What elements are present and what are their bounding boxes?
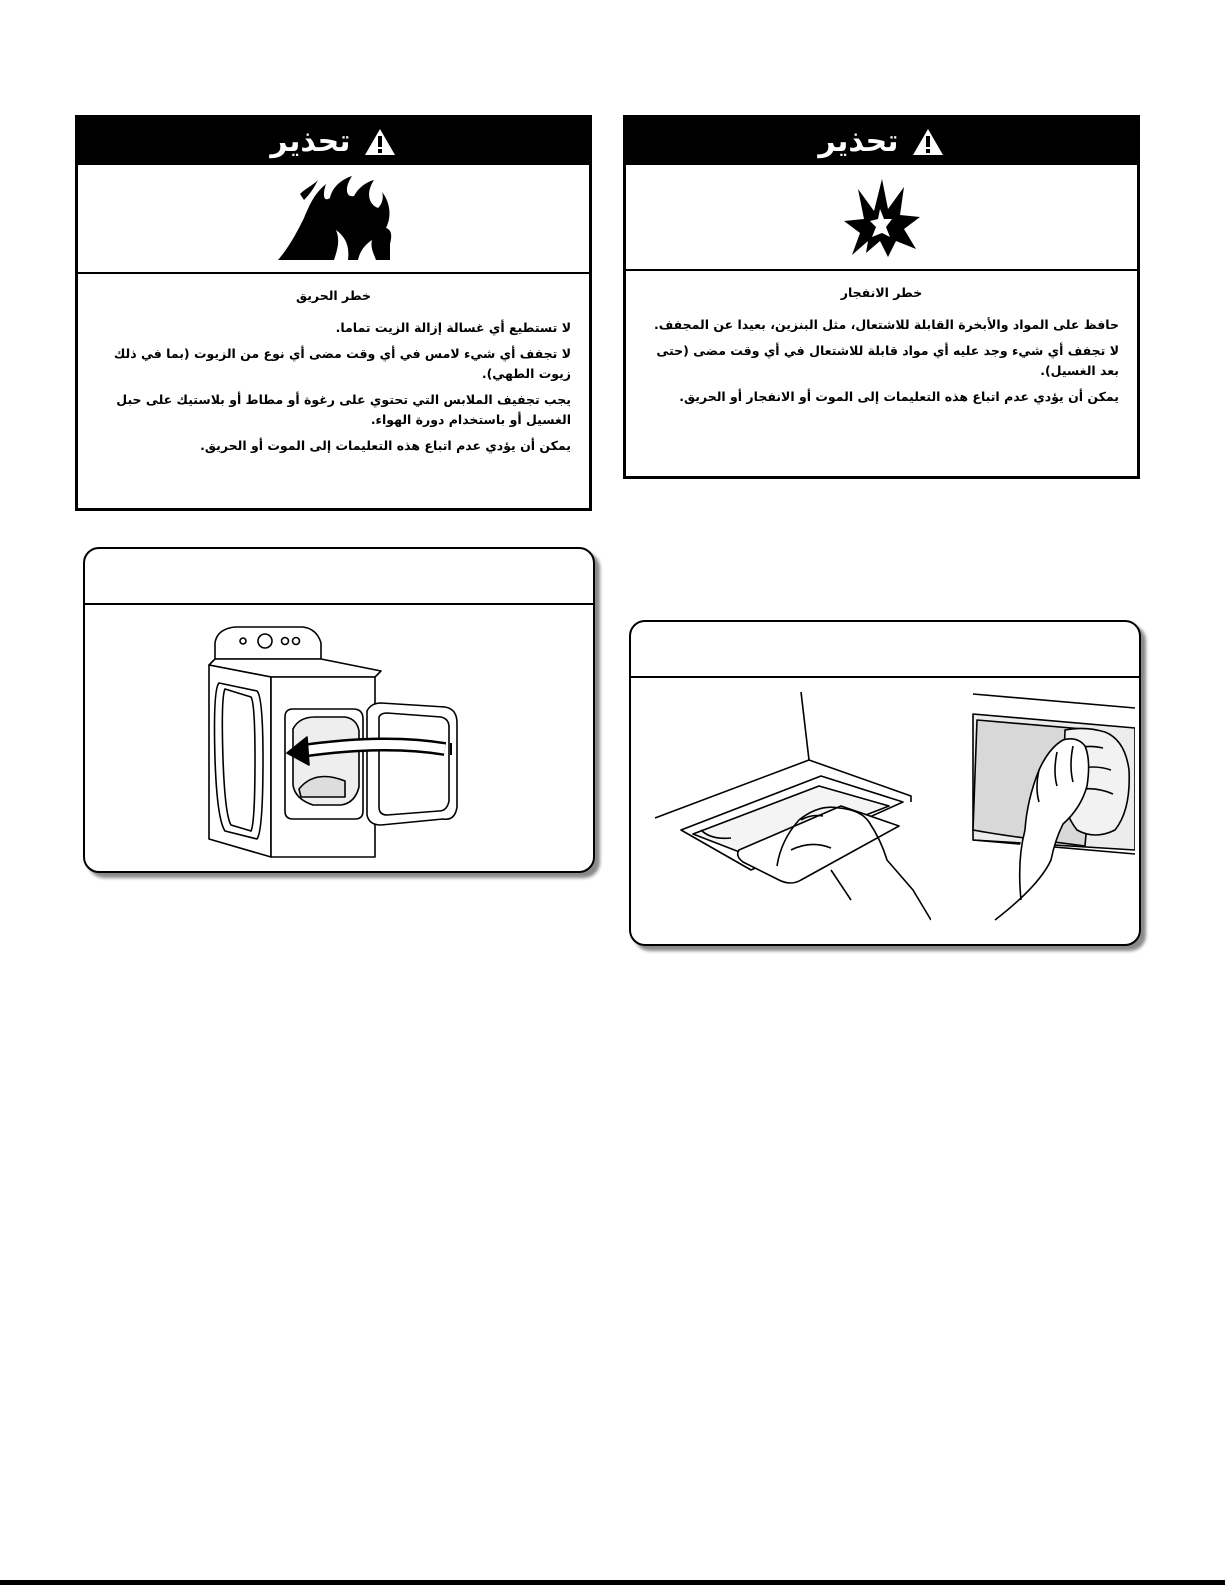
lint-removal-illustration (965, 690, 1135, 940)
fire-warning-line: يمكن أن يؤدي عدم اتباع هذه التعليمات إلى الموت أو الحريق. (200, 438, 571, 453)
warning-triangle-icon (363, 127, 397, 157)
explosion-warning-body (626, 271, 1137, 407)
explosion-burst-icon (842, 175, 922, 259)
explosion-pictogram-area (626, 165, 1137, 271)
fire-warning-box (75, 115, 592, 511)
dryer-figure-header (85, 549, 593, 605)
page-bottom-rule (0, 1580, 1225, 1585)
fire-warning-line: لا تستطيع أي غسالة إزالة الزيت تماما. (335, 320, 571, 335)
fire-flame-icon (274, 174, 394, 264)
fire-warning-line: يجب تجفيف الملابس التي تحتوي على رغوة أو مطاط أو بلاستيك على حبل الغسيل أو باستخدام دورة الهواء. (116, 392, 571, 427)
explosion-warning-subtitle: خطر الانفجار (840, 285, 923, 300)
lint-filter-figure-header (631, 622, 1139, 678)
explosion-warning-box (623, 115, 1140, 479)
explosion-warning-line: حافظ على المواد والأبخرة القابلة للاشتعال، مثل البنزين، بعيدا عن المجفف. (654, 317, 1119, 332)
fire-warning-subtitle: خطر الحريق (295, 288, 372, 303)
fire-warning-title: تحذير (270, 123, 351, 159)
explosion-warning-header (626, 118, 1137, 165)
dryer-figure-box (83, 547, 595, 873)
fire-warning-line: لا تجفف أي شيء لامس في أي وقت مضى أي نوع من الزيوت (بما في ذلك زيوت الطهي). (113, 346, 571, 381)
dryer-illustration (195, 619, 495, 859)
warning-triangle-icon (911, 127, 945, 157)
fire-pictogram-area (78, 165, 589, 274)
fire-warning-header (78, 118, 589, 165)
explosion-warning-line: لا تجفف أي شيء وجد عليه أي مواد قابلة للاشتعال في أي وقت مضى (حتى بعد الغسيل). (656, 343, 1119, 378)
lint-filter-figure-box (629, 620, 1141, 946)
fire-warning-body (78, 274, 589, 456)
lint-screen-illustration (651, 690, 931, 940)
explosion-warning-line: يمكن أن يؤدي عدم اتباع هذه التعليمات إلى الموت أو الانفجار أو الحريق. (679, 389, 1119, 404)
explosion-warning-title: تحذير (818, 123, 899, 159)
